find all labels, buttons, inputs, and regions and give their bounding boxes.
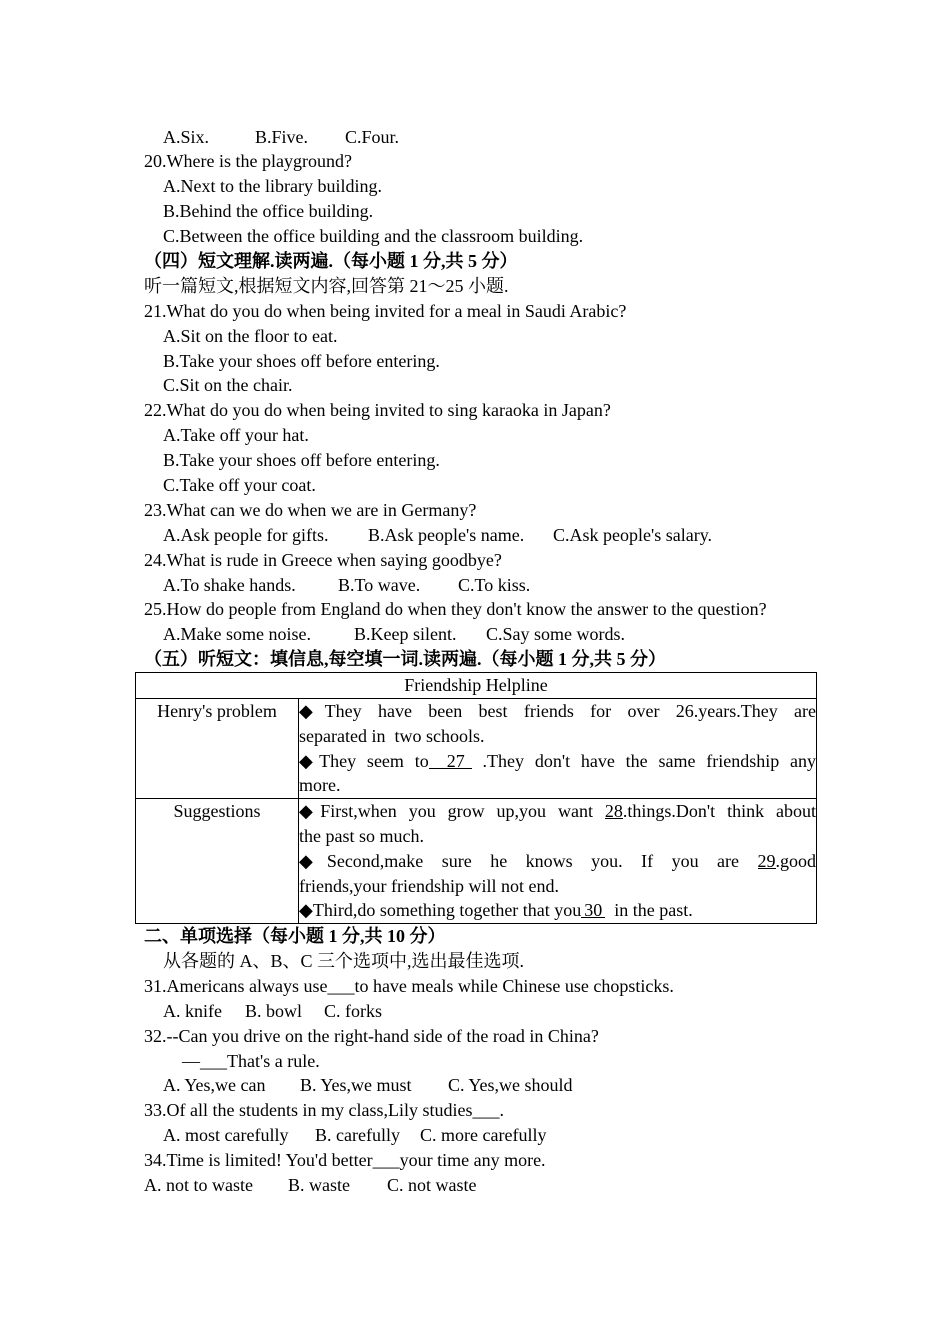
q22-stem: 22.What do you do when being invited to sing karaoka in Japan? bbox=[144, 400, 611, 421]
suggestion-line-5-text-before: ◆Third,do something together that you bbox=[299, 900, 582, 921]
q24-option-c: C.To kiss. bbox=[458, 574, 531, 595]
blank-30: 30 bbox=[581, 900, 605, 920]
suggestion-line-1-text-before: ◆First,when you grow up,you want bbox=[299, 801, 605, 822]
q24-stem: 24.What is rude in Greece when saying goodbye? bbox=[144, 549, 502, 570]
suggestion-line-2: the past so much. bbox=[299, 825, 424, 846]
section-5-heading: （五）听短文：填信息,每空填一词.读两遍.（每小题 1 分,共 5 分） bbox=[144, 649, 666, 670]
friendship-helpline-table bbox=[135, 672, 817, 924]
q24-option-a: A.To shake hands. bbox=[163, 574, 296, 595]
problem-line-1: ◆They have been best friends for over 26.years.They are bbox=[299, 700, 817, 721]
row-label-henrys-problem: Henry's problem bbox=[136, 698, 299, 798]
q20-option-b: B.Behind the office building. bbox=[163, 201, 374, 222]
q31-option-b: B. bowl bbox=[245, 1000, 303, 1021]
section-4-heading: （四）短文理解.读两遍.（每小题 1 分,共 5 分） bbox=[144, 251, 518, 271]
q34-options bbox=[0, 1173, 950, 1198]
q33-options bbox=[0, 1123, 950, 1148]
q32-reply: —___That's a rule. bbox=[182, 1050, 320, 1071]
suggestion-line-5 bbox=[299, 898, 816, 923]
q33-option-b: B. carefully bbox=[315, 1125, 400, 1146]
problem-line-3 bbox=[299, 749, 816, 774]
q34-option-c: C. not waste bbox=[387, 1175, 477, 1196]
q31-option-c: C. forks bbox=[324, 1000, 382, 1021]
blank-28: 28 bbox=[604, 801, 623, 822]
q19-option-c: C.Four. bbox=[345, 126, 400, 147]
problem-line-4: more. bbox=[299, 775, 341, 796]
problem-line-3-text-before: ◆They seem to bbox=[299, 750, 429, 771]
q32-options bbox=[0, 1073, 950, 1098]
suggestion-line-1-text-after: .things.Don't think about bbox=[622, 801, 817, 822]
part-2-instruction: 从各题的 A、B、C 三个选项中,选出最佳选项. bbox=[163, 951, 525, 971]
q23-options bbox=[0, 523, 950, 548]
q34-stem: 34.Time is limited! You'd better___your time any more. bbox=[144, 1150, 546, 1171]
q25-option-a: A.Make some noise. bbox=[163, 624, 311, 645]
q20-option-a: A.Next to the library building. bbox=[163, 176, 382, 197]
suggestion-line-5-text-after: in the past. bbox=[605, 900, 693, 921]
q23-option-a: A.Ask people for gifts. bbox=[163, 524, 329, 545]
q32-stem: 32.--Can you drive on the right-hand side of the road in China? bbox=[144, 1025, 599, 1046]
q23-stem: 23.What can we do when we are in Germany? bbox=[144, 499, 477, 520]
q21-option-b: B.Take your shoes off before entering. bbox=[163, 350, 440, 371]
suggestions-cell bbox=[299, 799, 817, 924]
suggestion-line-4: friends,your friendship will not end. bbox=[299, 875, 559, 896]
q32-option-c: C. Yes,we should bbox=[448, 1075, 573, 1096]
q33-stem: 33.Of all the students in my class,Lily studies___. bbox=[144, 1100, 504, 1121]
q25-option-b: B.Keep silent. bbox=[354, 624, 457, 645]
q31-options bbox=[0, 999, 950, 1024]
q25-option-c: C.Say some words. bbox=[486, 624, 625, 645]
suggestion-line-3-text-after: .good bbox=[775, 850, 817, 871]
q33-option-a: A. most carefully bbox=[163, 1125, 289, 1146]
q20-option-c: C.Between the office building and the classroom building. bbox=[163, 226, 584, 247]
q20-stem: 20.Where is the playground? bbox=[144, 151, 352, 172]
q25-stem: 25.How do people from England do when they don't know the answer to the question? bbox=[144, 599, 767, 620]
q31-stem: 31.Americans always use___to have meals while Chinese use chopsticks. bbox=[144, 975, 674, 996]
suggestion-line-3 bbox=[299, 849, 816, 874]
table-header-row bbox=[136, 673, 817, 699]
table-title: Friendship Helpline bbox=[136, 673, 817, 699]
suggestion-line-1 bbox=[299, 799, 816, 824]
q22-option-c: C.Take off your coat. bbox=[163, 475, 316, 496]
page-content bbox=[0, 125, 950, 1198]
q21-option-a: A.Sit on the floor to eat. bbox=[163, 325, 338, 346]
q34-option-b: B. waste bbox=[288, 1175, 350, 1196]
q24-option-b: B.To wave. bbox=[338, 574, 421, 595]
q23-option-c: C.Ask people's salary. bbox=[553, 524, 713, 545]
henrys-problem-cell bbox=[299, 698, 817, 798]
q22-option-a: A.Take off your hat. bbox=[163, 425, 309, 446]
q24-options bbox=[0, 573, 950, 598]
section-4-instruction: 听一篇短文,根据短文内容,回答第 21～25 小题. bbox=[144, 275, 509, 296]
q21-option-c: C.Sit on the chair. bbox=[163, 375, 293, 396]
q23-option-b: B.Ask people's name. bbox=[368, 524, 525, 545]
table-row-suggestions bbox=[136, 799, 817, 924]
q33-option-c: C. more carefully bbox=[420, 1125, 547, 1146]
q32-option-a: A. Yes,we can bbox=[163, 1075, 266, 1096]
problem-line-2: separated in two schools. bbox=[299, 725, 485, 746]
q19-options bbox=[0, 125, 950, 150]
q19-option-a: A.Six. bbox=[163, 126, 210, 147]
part-2-heading: 二、单项选择（每小题 1 分,共 10 分） bbox=[144, 926, 446, 947]
q19-option-b: B.Five. bbox=[255, 126, 309, 147]
problem-line-3-text-after: .They don't have the same friendship any bbox=[471, 750, 817, 771]
q22-option-b: B.Take your shoes off before entering. bbox=[163, 450, 440, 471]
blank-29: 29 bbox=[757, 850, 776, 871]
q32-option-b: B. Yes,we must bbox=[300, 1075, 412, 1096]
q31-option-a: A. knife bbox=[163, 1000, 222, 1021]
q21-stem: 21.What do you do when being invited for a meal in Saudi Arabic? bbox=[144, 300, 627, 321]
q25-options bbox=[0, 622, 950, 647]
suggestion-line-3-text-before: ◆Second,make sure he knows you. If you are bbox=[299, 850, 758, 871]
blank-27: 27 bbox=[429, 751, 472, 771]
row-label-suggestions: Suggestions bbox=[136, 799, 299, 924]
table-row-henrys-problem bbox=[136, 698, 817, 798]
q34-option-a: A. not to waste bbox=[144, 1175, 253, 1196]
